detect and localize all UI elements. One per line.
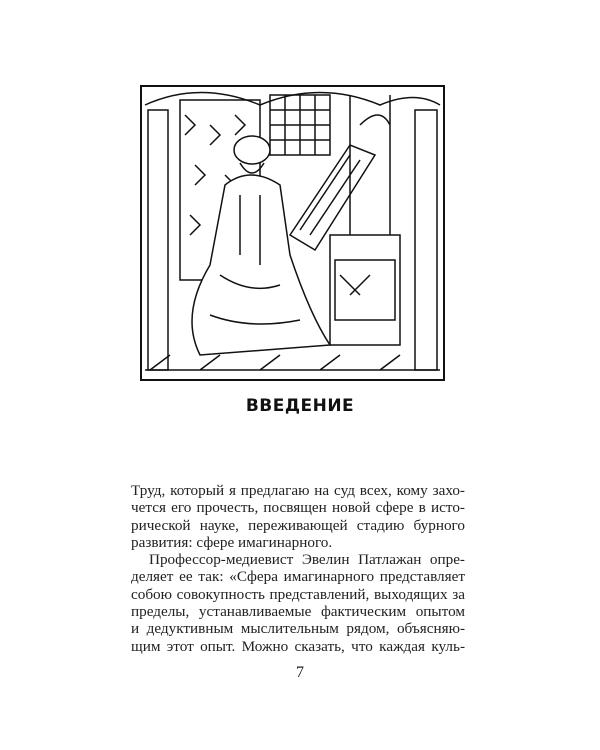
- chapter-heading: ВВЕДЕНИЕ: [245, 396, 355, 416]
- paragraph: [131, 482, 465, 551]
- text-line: щим этот опыт. Можно сказать, что каждая куль-: [131, 637, 465, 655]
- woodcut-illustration: [140, 85, 445, 381]
- text-line: Профессор-медиевист Эвелин Патлажан опре-: [149, 551, 465, 569]
- text-line: собою совокупность представлений, выходящих за: [131, 585, 465, 603]
- page-number: 7: [296, 664, 304, 681]
- text-line: и дедуктивным мыслительным рядом, объясняю-: [131, 620, 465, 638]
- text-line: деляет ее так: «Сфера имагинарного представляет: [131, 568, 465, 586]
- paragraph: [131, 551, 465, 655]
- text-line: рической науке, переживающей стадию бурного: [131, 516, 465, 534]
- text-line: развития: сфере имагинарного.: [131, 533, 333, 551]
- body-text: [131, 482, 465, 655]
- text-line: чется его прочесть, посвящен новой сфере в исто-: [131, 499, 465, 517]
- text-line: Труд, который я предлагаю на суд всех, кому захо-: [131, 482, 465, 499]
- text-line: пределы, устанавливаемые фактическим опытом: [131, 603, 465, 621]
